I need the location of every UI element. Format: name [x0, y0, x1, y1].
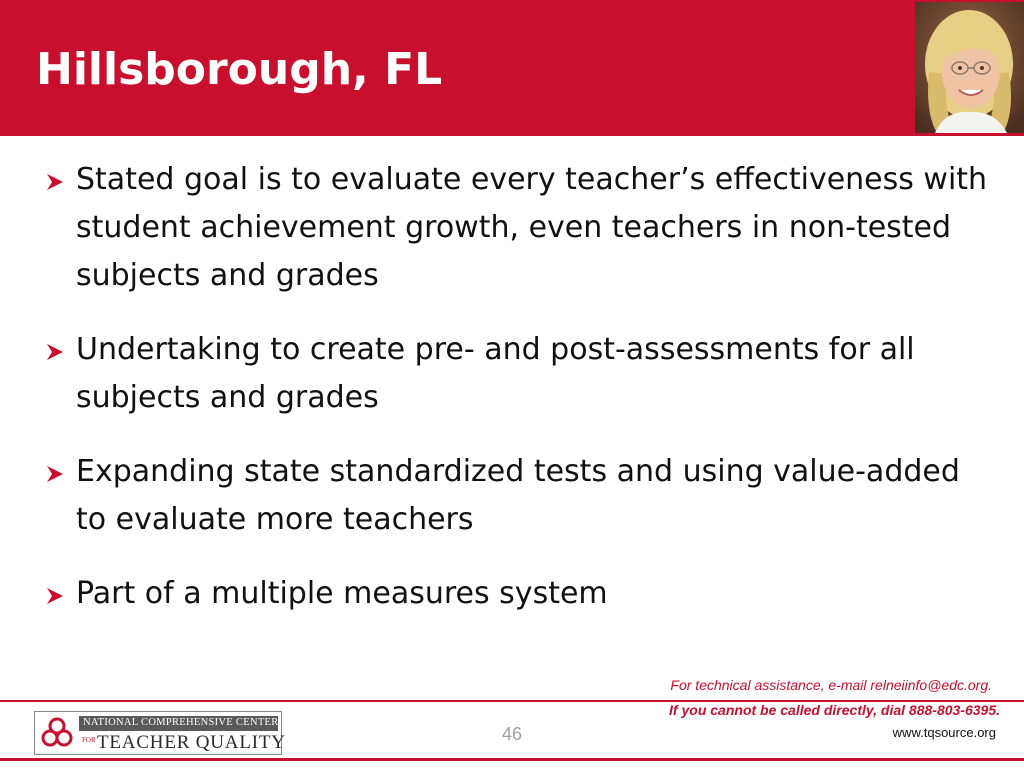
knot-logo-icon — [39, 715, 75, 751]
bullet-text: Expanding state standardized tests and using value-added to evaluate more teachers — [76, 454, 960, 537]
bullet-item — [44, 448, 994, 544]
bullet-text: Stated goal is to evaluate every teacher’s effectiveness with student achievement growth, even teachers in non-tested subjects and grades — [76, 162, 988, 293]
arrow-bullet-icon — [44, 585, 66, 607]
bullet-list — [44, 156, 994, 644]
slide-title: Hillsborough, FL — [36, 44, 443, 95]
bullet-text: Part of a multiple measures system — [76, 576, 608, 611]
portrait-image — [915, 2, 1024, 133]
technical-assistance-text: For technical assistance, e-mail relneiinfo@edc.org. — [670, 677, 992, 693]
footer-divider-bottom — [0, 758, 1024, 761]
logo-line2: TEACHER QUALITY — [97, 732, 286, 753]
logo-for: FOR — [82, 736, 96, 744]
call-info-text: If you cannot be called directly, dial 888-803-6395. — [669, 702, 1000, 718]
bullet-item — [44, 156, 994, 300]
bullet-item — [44, 570, 994, 618]
presenter-photo — [915, 2, 1024, 133]
website-text: www.tqsource.org — [892, 725, 996, 740]
bullet-item — [44, 326, 994, 422]
page-number: 46 — [502, 724, 523, 744]
nccq-logo — [34, 711, 286, 755]
arrow-bullet-icon — [44, 341, 66, 363]
arrow-bullet-icon — [44, 171, 66, 193]
logo-line1: NATIONAL COMPREHENSIVE CENTER — [83, 717, 279, 728]
arrow-bullet-icon — [44, 463, 66, 485]
title-bar — [0, 0, 1024, 136]
bullet-text: Undertaking to create pre- and post-assessments for all subjects and grades — [76, 332, 915, 415]
